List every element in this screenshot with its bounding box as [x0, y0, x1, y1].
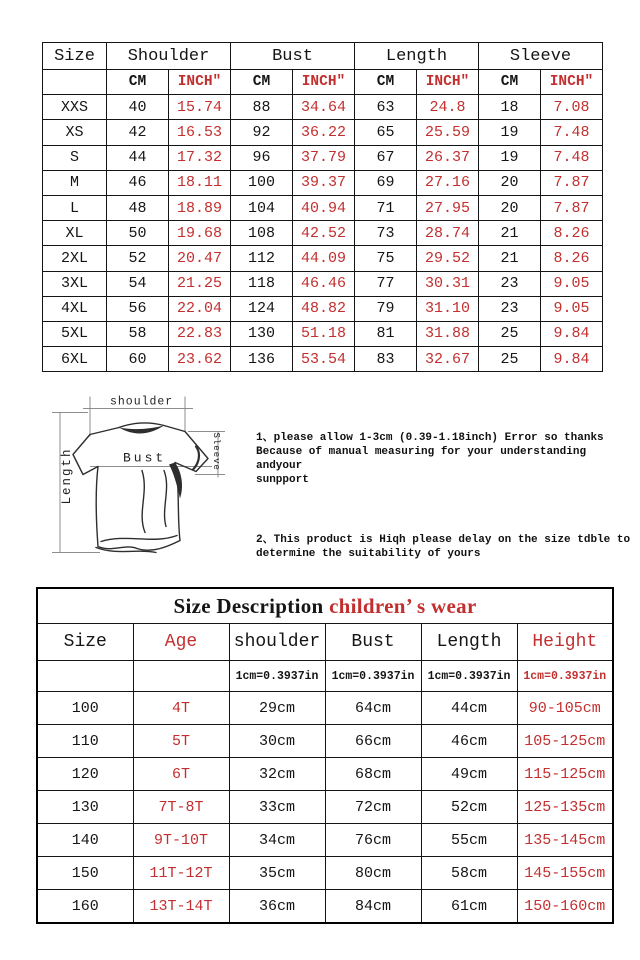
- table-cell: 8.26: [541, 221, 603, 246]
- table-cell: 46cm: [421, 725, 517, 758]
- table-cell: 29cm: [229, 692, 325, 725]
- table-cell: 71: [355, 195, 417, 220]
- table-cell: 33cm: [229, 791, 325, 824]
- empty-cell: [43, 70, 107, 95]
- unit-inch: INCH″: [417, 70, 479, 95]
- note-2-line: determine the suitability of yours: [256, 548, 481, 560]
- table-cell: 73: [355, 221, 417, 246]
- adult-size-row: [43, 95, 603, 120]
- table-cell: 35cm: [229, 857, 325, 890]
- table-cell: 9T-10T: [133, 824, 229, 857]
- table-cell: 34cm: [229, 824, 325, 857]
- adult-size-row: [43, 120, 603, 145]
- table-cell: 26.37: [417, 145, 479, 170]
- adult-unit-row: [43, 70, 603, 95]
- table-cell: 6XL: [43, 347, 107, 372]
- table-cell: 29.52: [417, 246, 479, 271]
- table-cell: 48.82: [293, 296, 355, 321]
- table-cell: 8.26: [541, 246, 603, 271]
- hem-fold-lines: [96, 536, 177, 553]
- table-cell: 51.18: [293, 321, 355, 346]
- col-header-bust: Bust: [325, 624, 421, 661]
- unit-cm: CM: [355, 70, 417, 95]
- table-cell: 105-125cm: [517, 725, 613, 758]
- table-cell: 64cm: [325, 692, 421, 725]
- col-header-size: Size: [37, 624, 133, 661]
- table-cell: 27.95: [417, 195, 479, 220]
- note-2-line: 2、This product is Hiqh please delay on the size tdble to: [256, 534, 631, 546]
- table-cell: 115-125cm: [517, 758, 613, 791]
- kids-size-table: [36, 587, 614, 924]
- table-cell: 15.74: [169, 95, 231, 120]
- table-cell: 32.67: [417, 347, 479, 372]
- table-cell: 21: [479, 221, 541, 246]
- table-cell: 7T-8T: [133, 791, 229, 824]
- col-header-height: Height: [517, 624, 613, 661]
- table-cell: 11T-12T: [133, 857, 229, 890]
- kids-size-row: [37, 890, 613, 924]
- table-cell: 30.31: [417, 271, 479, 296]
- table-cell: 67: [355, 145, 417, 170]
- notes-block: [256, 431, 638, 561]
- table-cell: 96: [231, 145, 293, 170]
- unit-conversion: 1cm=0.3937in: [421, 661, 517, 692]
- kids-size-row: [37, 758, 613, 791]
- table-cell: 58: [107, 321, 169, 346]
- adult-size-row: [43, 321, 603, 346]
- table-cell: 61cm: [421, 890, 517, 924]
- wrinkle-lines: [142, 471, 167, 533]
- table-cell: 58cm: [421, 857, 517, 890]
- table-cell: 124: [231, 296, 293, 321]
- adult-size-row: [43, 246, 603, 271]
- table-cell: 36cm: [229, 890, 325, 924]
- table-cell: 4XL: [43, 296, 107, 321]
- table-cell: 76cm: [325, 824, 421, 857]
- title-size-description: Size Description: [173, 593, 324, 618]
- table-cell: 31.10: [417, 296, 479, 321]
- table-cell: XL: [43, 221, 107, 246]
- table-cell: 9.84: [541, 321, 603, 346]
- tshirt-measurement-diagram: [38, 372, 243, 577]
- table-cell: 63: [355, 95, 417, 120]
- length-label: Length: [60, 447, 74, 505]
- table-cell: 84cm: [325, 890, 421, 924]
- bust-label: Bust: [123, 450, 167, 466]
- adult-size-row: [43, 221, 603, 246]
- table-cell: 130: [37, 791, 133, 824]
- table-cell: 9.05: [541, 271, 603, 296]
- empty-cell: [37, 661, 133, 692]
- table-cell: 44: [107, 145, 169, 170]
- sleeve-label: Sleeve: [211, 432, 221, 471]
- table-cell: 44.09: [293, 246, 355, 271]
- table-cell: 31.88: [417, 321, 479, 346]
- table-cell: 21: [479, 246, 541, 271]
- table-cell: 92: [231, 120, 293, 145]
- table-cell: 108: [231, 221, 293, 246]
- adult-size-row: [43, 296, 603, 321]
- adult-size-row: [43, 347, 603, 372]
- col-header-shoulder: shoulder: [229, 624, 325, 661]
- title-childrens-wear: children’ s wear: [329, 593, 477, 618]
- table-cell: 17.32: [169, 145, 231, 170]
- table-cell: 25: [479, 321, 541, 346]
- unit-cm: CM: [107, 70, 169, 95]
- table-cell: L: [43, 195, 107, 220]
- table-cell: 160: [37, 890, 133, 924]
- kids-size-row: [37, 725, 613, 758]
- table-cell: 39.37: [293, 170, 355, 195]
- adult-size-table: [42, 42, 603, 372]
- table-cell: 136: [231, 347, 293, 372]
- kids-unit-row: [37, 661, 613, 692]
- table-cell: 7.87: [541, 170, 603, 195]
- note-1-line: Because of manual measuring for your understanding andyour: [256, 446, 587, 472]
- unit-conversion: 1cm=0.3937in: [517, 661, 613, 692]
- table-cell: 24.8: [417, 95, 479, 120]
- shoulder-label: shoulder: [110, 395, 174, 409]
- table-cell: 66cm: [325, 725, 421, 758]
- adult-size-row: [43, 145, 603, 170]
- table-cell: 18: [479, 95, 541, 120]
- table-cell: 34.64: [293, 95, 355, 120]
- col-header-length: Length: [421, 624, 517, 661]
- table-cell: 100: [231, 170, 293, 195]
- table-cell: 36.22: [293, 120, 355, 145]
- table-cell: 150: [37, 857, 133, 890]
- note-1-line: 1、please allow 1-3cm (0.39-1.18inch) Error so thanks: [256, 432, 604, 444]
- unit-inch: INCH″: [293, 70, 355, 95]
- kids-size-row: [37, 857, 613, 890]
- table-cell: 7.08: [541, 95, 603, 120]
- table-cell: 48: [107, 195, 169, 220]
- table-cell: 13T-14T: [133, 890, 229, 924]
- kids-size-row: [37, 824, 613, 857]
- table-cell: 65: [355, 120, 417, 145]
- table-cell: 37.79: [293, 145, 355, 170]
- table-cell: 9.84: [541, 347, 603, 372]
- table-cell: 22.83: [169, 321, 231, 346]
- unit-inch: INCH″: [541, 70, 603, 95]
- tshirt-outline: [73, 426, 208, 551]
- table-cell: S: [43, 145, 107, 170]
- table-cell: 7.87: [541, 195, 603, 220]
- kids-size-row: [37, 791, 613, 824]
- table-cell: 112: [231, 246, 293, 271]
- collar-shape: [119, 426, 164, 434]
- adult-size-row: [43, 195, 603, 220]
- table-cell: 72cm: [325, 791, 421, 824]
- table-cell: 32cm: [229, 758, 325, 791]
- note-1-line: sunpport: [256, 474, 309, 486]
- note-1: [256, 431, 638, 487]
- table-cell: 6T: [133, 758, 229, 791]
- table-cell: 90-105cm: [517, 692, 613, 725]
- table-cell: 100: [37, 692, 133, 725]
- table-cell: 46.46: [293, 271, 355, 296]
- note-2: [256, 533, 638, 561]
- adult-size-row: [43, 170, 603, 195]
- empty-cell: [133, 661, 229, 692]
- table-cell: 19: [479, 145, 541, 170]
- table-cell: 40.94: [293, 195, 355, 220]
- table-cell: 25.59: [417, 120, 479, 145]
- table-cell: 20.47: [169, 246, 231, 271]
- table-cell: 28.74: [417, 221, 479, 246]
- table-cell: 104: [231, 195, 293, 220]
- table-cell: 23: [479, 271, 541, 296]
- table-cell: 150-160cm: [517, 890, 613, 924]
- table-cell: 21.25: [169, 271, 231, 296]
- table-cell: 23: [479, 296, 541, 321]
- unit-inch: INCH″: [169, 70, 231, 95]
- table-cell: 18.11: [169, 170, 231, 195]
- table-cell: 54: [107, 271, 169, 296]
- unit-conversion: 1cm=0.3937in: [229, 661, 325, 692]
- table-cell: 77: [355, 271, 417, 296]
- table-cell: 19: [479, 120, 541, 145]
- table-cell: 22.04: [169, 296, 231, 321]
- table-cell: 81: [355, 321, 417, 346]
- table-cell: 79: [355, 296, 417, 321]
- table-cell: 5T: [133, 725, 229, 758]
- col-header-length: Length: [355, 43, 479, 70]
- table-cell: 42: [107, 120, 169, 145]
- table-cell: 9.05: [541, 296, 603, 321]
- table-cell: 55cm: [421, 824, 517, 857]
- kids-table-title: [37, 588, 613, 624]
- table-cell: 27.16: [417, 170, 479, 195]
- table-cell: 118: [231, 271, 293, 296]
- table-cell: 19.68: [169, 221, 231, 246]
- col-header-bust: Bust: [231, 43, 355, 70]
- table-cell: 135-145cm: [517, 824, 613, 857]
- table-cell: 56: [107, 296, 169, 321]
- underarm-shading: [169, 463, 182, 499]
- adult-size-row: [43, 271, 603, 296]
- table-cell: 20: [479, 195, 541, 220]
- unit-cm: CM: [479, 70, 541, 95]
- kids-title-row: [37, 588, 613, 624]
- table-cell: 145-155cm: [517, 857, 613, 890]
- unit-conversion: 1cm=0.3937in: [325, 661, 421, 692]
- table-cell: 68cm: [325, 758, 421, 791]
- table-cell: 42.52: [293, 221, 355, 246]
- table-cell: 60: [107, 347, 169, 372]
- table-cell: 50: [107, 221, 169, 246]
- table-cell: 125-135cm: [517, 791, 613, 824]
- table-cell: 16.53: [169, 120, 231, 145]
- table-cell: 44cm: [421, 692, 517, 725]
- table-cell: 23.62: [169, 347, 231, 372]
- table-cell: 40: [107, 95, 169, 120]
- col-header-size: Size: [43, 43, 107, 70]
- table-cell: 120: [37, 758, 133, 791]
- table-cell: 88: [231, 95, 293, 120]
- table-cell: 3XL: [43, 271, 107, 296]
- kids-size-row: [37, 692, 613, 725]
- adult-header-row: [43, 43, 603, 70]
- table-cell: 30cm: [229, 725, 325, 758]
- table-cell: 20: [479, 170, 541, 195]
- col-header-age: Age: [133, 624, 229, 661]
- table-cell: 83: [355, 347, 417, 372]
- table-cell: M: [43, 170, 107, 195]
- table-cell: 46: [107, 170, 169, 195]
- table-cell: 130: [231, 321, 293, 346]
- table-cell: 5XL: [43, 321, 107, 346]
- col-header-shoulder: Shoulder: [107, 43, 231, 70]
- table-cell: 75: [355, 246, 417, 271]
- table-cell: 110: [37, 725, 133, 758]
- table-cell: XS: [43, 120, 107, 145]
- table-cell: XXS: [43, 95, 107, 120]
- table-cell: 7.48: [541, 145, 603, 170]
- table-cell: 52: [107, 246, 169, 271]
- unit-cm: CM: [231, 70, 293, 95]
- kids-header-row: [37, 624, 613, 661]
- table-cell: 49cm: [421, 758, 517, 791]
- table-cell: 2XL: [43, 246, 107, 271]
- table-cell: 52cm: [421, 791, 517, 824]
- col-header-sleeve: Sleeve: [479, 43, 603, 70]
- table-cell: 25: [479, 347, 541, 372]
- table-cell: 4T: [133, 692, 229, 725]
- table-cell: 69: [355, 170, 417, 195]
- collar-back-line: [119, 423, 164, 428]
- table-cell: 140: [37, 824, 133, 857]
- table-cell: 7.48: [541, 120, 603, 145]
- table-cell: 53.54: [293, 347, 355, 372]
- table-cell: 80cm: [325, 857, 421, 890]
- table-cell: 18.89: [169, 195, 231, 220]
